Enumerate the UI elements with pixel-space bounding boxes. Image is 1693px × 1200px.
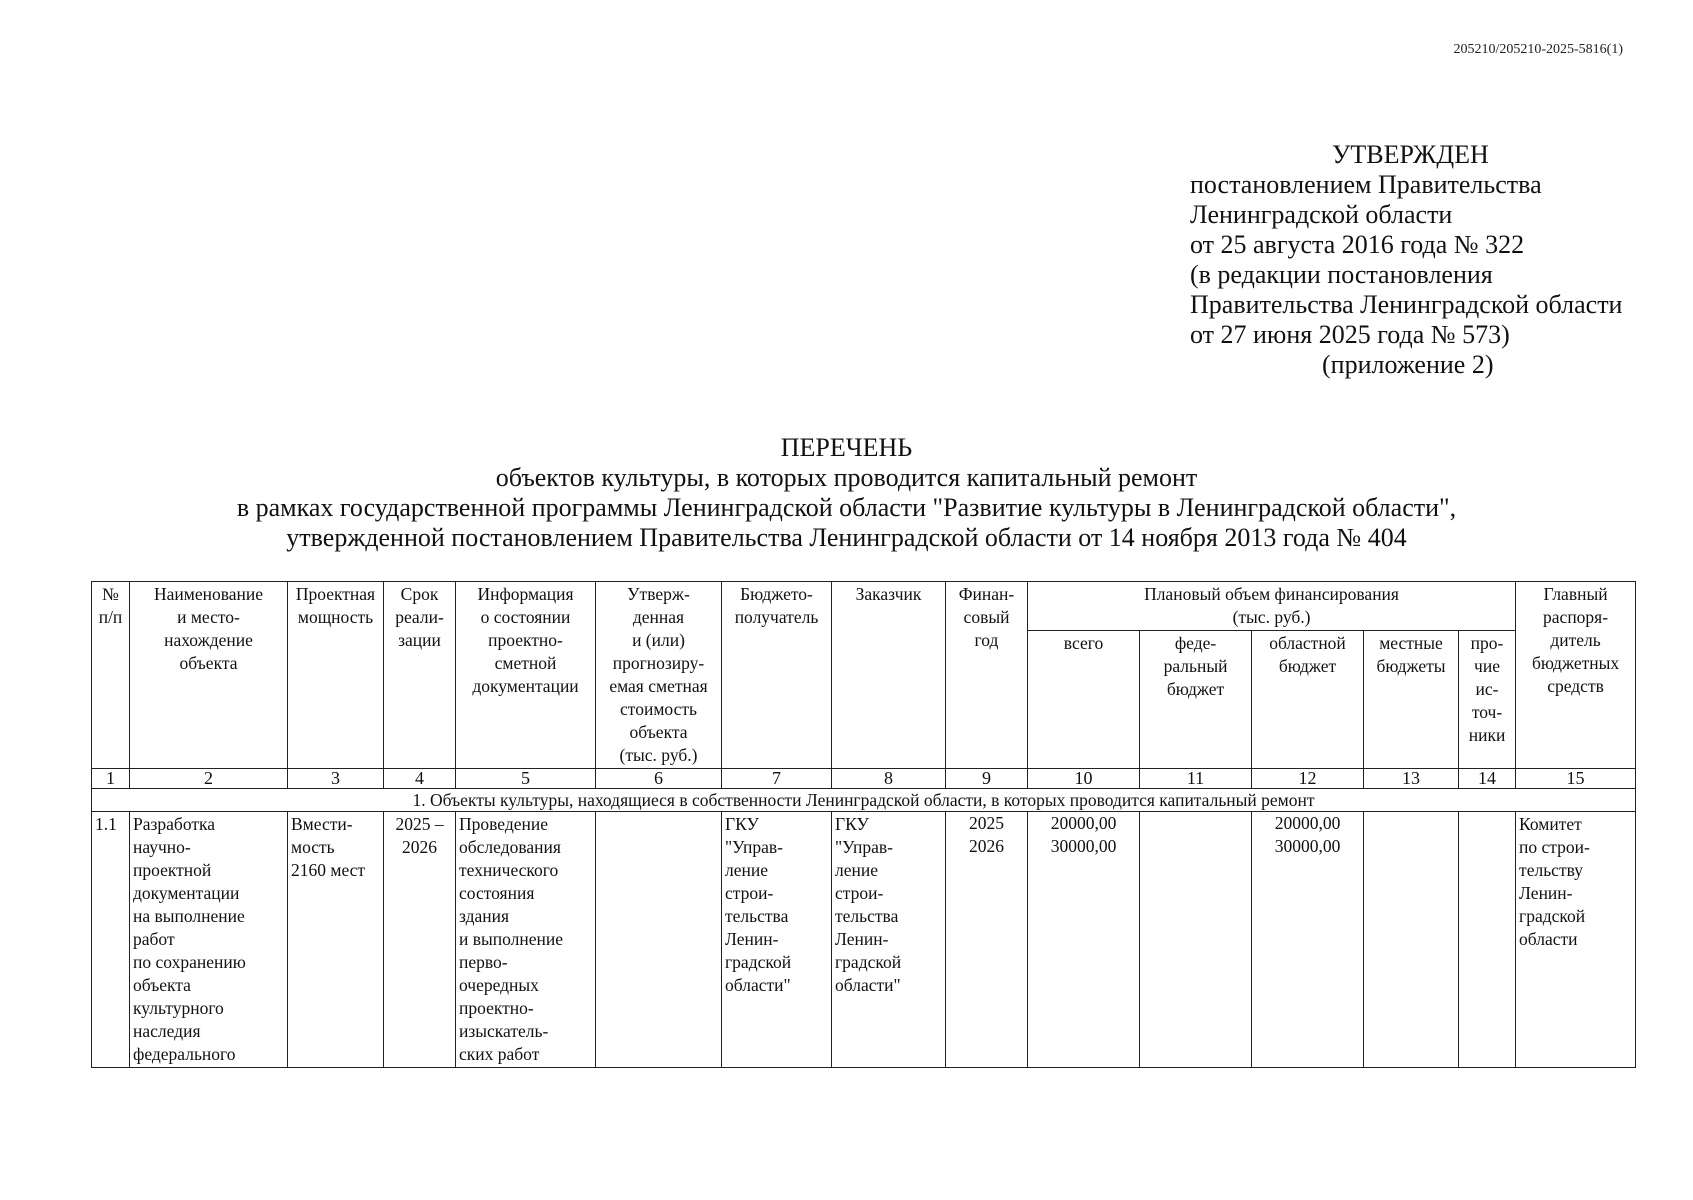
total-value: 30000,00 bbox=[1050, 836, 1117, 856]
row-fin-years bbox=[946, 812, 1028, 1068]
column-number: 5 bbox=[456, 769, 596, 789]
col-header-term: Срок реали- зации bbox=[384, 582, 456, 769]
col-header-customer: Заказчик bbox=[832, 582, 946, 769]
col-header-other: про- чие ис- точ- ники bbox=[1459, 631, 1516, 769]
column-number: 7 bbox=[722, 769, 832, 789]
total-value: 20000,00 bbox=[1050, 813, 1117, 833]
column-number: 10 bbox=[1028, 769, 1140, 789]
title-heading: ПЕРЕЧЕНЬ bbox=[780, 433, 913, 462]
col-header-fin-year: Финан- совый год bbox=[946, 582, 1028, 769]
row-customer: ГКУ "Управ- ление строи- тельства Ленин- градской области" bbox=[832, 812, 946, 1068]
column-number: 14 bbox=[1459, 769, 1516, 789]
col-header-regional: областной бюджет bbox=[1252, 631, 1364, 769]
regional-value: 20000,00 bbox=[1274, 813, 1341, 833]
col-header-federal: феде- ральный бюджет bbox=[1140, 631, 1252, 769]
col-header-recipient: Бюджето- получатель bbox=[722, 582, 832, 769]
approval-line: Ленинградской области bbox=[1190, 200, 1453, 229]
federal-value bbox=[1140, 812, 1251, 835]
row-manager: Комитет по строи- тельству Ленин- градской области bbox=[1516, 812, 1636, 1068]
col-header-plan-group: Плановый объем финансирования (тыс. руб.) bbox=[1028, 582, 1516, 631]
approval-heading: УТВЕРЖДЕН bbox=[1332, 140, 1489, 169]
other-value bbox=[1459, 835, 1515, 858]
annex-label: (приложение 2) bbox=[1322, 350, 1494, 379]
table-row bbox=[92, 812, 1636, 1068]
regional-value: 30000,00 bbox=[1274, 836, 1341, 856]
section-row bbox=[92, 789, 1636, 812]
row-total bbox=[1028, 812, 1140, 1068]
column-number: 13 bbox=[1364, 769, 1459, 789]
column-number: 9 bbox=[946, 769, 1028, 789]
title-line: в рамках государственной программы Ленинградской области "Развитие культуры в Ленинградской области", bbox=[236, 493, 1457, 522]
col-header-local: местные бюджеты bbox=[1364, 631, 1459, 769]
column-number: 1 bbox=[92, 769, 130, 789]
col-header-cost: Утверж- денная и (или) прогнозиру- емая сметная стоимость объекта (тыс. руб.) bbox=[596, 582, 722, 769]
col-header-num: № п/п bbox=[92, 582, 130, 769]
fin-year-value: 2026 bbox=[969, 836, 1004, 856]
column-number: 3 bbox=[288, 769, 384, 789]
column-number: 6 bbox=[596, 769, 722, 789]
objects-table bbox=[91, 581, 1636, 1068]
row-doc-info: Проведение обследования технического состояния здания и выполнение перво- очередных проектно- изыскатель- ских работ bbox=[456, 812, 596, 1068]
row-local bbox=[1364, 812, 1459, 1068]
column-number-row bbox=[92, 769, 1636, 789]
approval-line: (в редакции постановления bbox=[1190, 260, 1493, 289]
local-value bbox=[1364, 835, 1458, 858]
federal-value bbox=[1140, 835, 1251, 858]
row-other bbox=[1459, 812, 1516, 1068]
column-number: 12 bbox=[1252, 769, 1364, 789]
document-title bbox=[0, 433, 1693, 553]
column-number: 2 bbox=[130, 769, 288, 789]
row-object-name: Разработка научно- проектной документации на выполнение работ по сохранению объекта культурного наследия федерального bbox=[130, 812, 288, 1068]
approval-line: Правительства Ленинградской области bbox=[1190, 290, 1623, 319]
col-header-capacity: Проектная мощность bbox=[288, 582, 384, 769]
row-cost bbox=[596, 812, 722, 1068]
row-regional bbox=[1252, 812, 1364, 1068]
section-title: 1. Объекты культуры, находящиеся в собственности Ленинградской области, в которых проводится капитальный ремонт bbox=[92, 789, 1636, 812]
approval-line: постановлением Правительства bbox=[1190, 170, 1542, 199]
col-header-total: всего bbox=[1028, 631, 1140, 769]
title-line: утвержденной постановлением Правительства Ленинградской области от 14 ноября 2013 года № 404 bbox=[286, 523, 1407, 552]
row-num: 1.1 bbox=[92, 812, 130, 1068]
column-number: 8 bbox=[832, 769, 946, 789]
column-number: 15 bbox=[1516, 769, 1636, 789]
column-number: 11 bbox=[1140, 769, 1252, 789]
column-number: 4 bbox=[384, 769, 456, 789]
row-term: 2025 – 2026 bbox=[384, 812, 456, 1068]
col-header-name: Наименование и место- нахождение объекта bbox=[130, 582, 288, 769]
fin-year-value: 2025 bbox=[969, 813, 1004, 833]
approval-stamp-block bbox=[1190, 140, 1660, 380]
col-header-manager: Главный распоря- дитель бюджетных средств bbox=[1516, 582, 1636, 769]
title-line: объектов культуры, в которых проводится капитальный ремонт bbox=[495, 463, 1198, 492]
approval-line: от 27 июня 2025 года № 573) bbox=[1190, 320, 1510, 349]
row-capacity: Вмести- мость 2160 мест bbox=[288, 812, 384, 1068]
row-recipient: ГКУ "Управ- ление строи- тельства Ленин- градской области" bbox=[722, 812, 832, 1068]
local-value bbox=[1364, 812, 1458, 835]
row-federal bbox=[1140, 812, 1252, 1068]
table-header-row bbox=[92, 582, 1636, 631]
col-header-info: Информация о состоянии проектно- сметной документации bbox=[456, 582, 596, 769]
approval-line: от 25 августа 2016 года № 322 bbox=[1190, 230, 1525, 259]
document-id: 205210/205210-2025-5816(1) bbox=[1453, 42, 1623, 57]
other-value bbox=[1459, 812, 1515, 835]
